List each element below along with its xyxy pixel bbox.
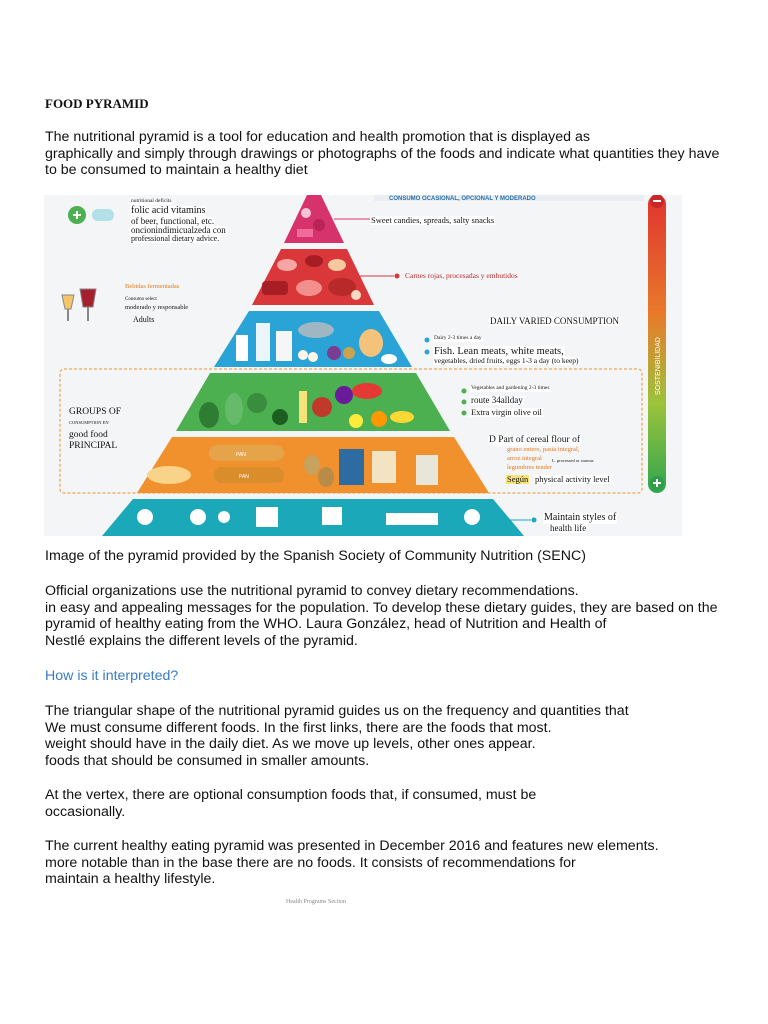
adults-label: Adults (133, 315, 155, 324)
pyramid-tier-lifestyle (102, 499, 524, 536)
triangular-paragraph (45, 703, 629, 769)
page-footer: Health Programs Section (286, 899, 346, 905)
veg-fruit-label: Vegetables and gardening 2-3 times (471, 385, 550, 391)
intro-paragraph (45, 129, 719, 179)
vertex-paragraph (45, 787, 536, 820)
bebidas-label: Consumo select (125, 297, 157, 302)
triangular-line: weight should have in the daily diet. As we move up levels, other ones appear. (45, 736, 536, 752)
pyramid-graphic (44, 195, 682, 536)
top-left-label: folic acid vitamins (131, 205, 206, 216)
official-line: Official organizations use the nutritional pyramid to convey dietary recommendations. (45, 583, 579, 599)
top-left-label: of beer, functional, etc. (131, 216, 215, 226)
official-line: pyramid of healthy eating from the WHO. Laura González, head of Nutrition and Health of (45, 616, 607, 632)
triangular-line: We must consume different foods. In the first links, there are the foods that most. (45, 719, 552, 736)
bebidas-label: Bebidas fermentadas (125, 283, 180, 290)
current-line: The current healthy eating pyramid was presented in December 2016 and features new elements. (45, 838, 659, 854)
bread-label: PAN (239, 474, 249, 480)
side-label: SOSTENIBILIDAD (655, 337, 662, 395)
bebidas-label: moderado y responsable (125, 304, 189, 311)
dairy-label: Dairy 2-3 times a day (434, 335, 482, 341)
current-paragraph (45, 838, 659, 888)
maintain-label: health life (550, 523, 587, 533)
fish-label: Fish. Lean meats, white meats, (434, 346, 564, 357)
image-caption (45, 548, 586, 565)
official-line: Nestlé explains the different levels of the pyramid. (45, 632, 358, 649)
cereal-orange-label: arroz integral (507, 455, 542, 462)
food-pyramid-image (44, 195, 682, 536)
intro-line: to be consumed to maintain a healthy diet (45, 162, 308, 178)
segun-label: Según (507, 474, 529, 484)
caption-line: Image of the pyramid provided by the Spanish Society of Community Nutrition (SENC) (45, 548, 586, 564)
olive-oil-label: Extra virgin olive oil (471, 407, 542, 417)
eggs-label: vegetables, dried fruits, eggs 1-3 a day (to keep) (434, 356, 579, 365)
groups-label: GROUPS OF (69, 407, 122, 417)
glass-icon (62, 295, 74, 309)
daily-varied-label: DAILY VARIED CONSUMPTION (490, 316, 619, 326)
physical-activity-label: physical activity level (535, 474, 610, 484)
groups-label: good food (69, 430, 108, 440)
top-left-label: oncionindimicualzeda con (131, 225, 226, 235)
current-line: maintain a healthy lifestyle. (45, 871, 216, 887)
wine-glass-icon (80, 289, 96, 307)
intro-line: graphically and simply through drawings or photographs of the foods and indicate what quantities they have (45, 145, 720, 162)
sweets-label: Sweet candies, spreads, salty snacks (371, 215, 495, 225)
top-left-label: professional dietary advice. (131, 234, 220, 243)
cereal-label: D Part of cereal flour of (489, 435, 581, 445)
cereal-small-label: L. processed or starous (552, 458, 594, 463)
bread-label: PAN (236, 452, 246, 458)
document-title: FOOD PYRAMID (45, 96, 149, 111)
official-paragraph (45, 583, 718, 649)
red-meat-label: Carnes rojas, procesadas y embutidos (405, 271, 518, 280)
groups-label: PRINCIPAL (69, 441, 118, 451)
triangular-line: The triangular shape of the nutritional pyramid guides us on the frequency and quantities that (45, 703, 629, 719)
cereal-orange-label: grano entero, pasta integral, (507, 446, 580, 453)
official-line: in easy and appealing messages for the population. To develop these dietary guides, they are based on the (45, 599, 718, 616)
triangular-line: foods that should be consumed in smaller amounts. (45, 752, 370, 769)
section-heading: How is it interpreted? (45, 668, 179, 684)
groups-label: CONSUMPTION EN (69, 420, 109, 425)
route-label: route 34allday (471, 395, 523, 405)
legumbres-label: legumbres tender (507, 464, 552, 471)
intro-line: The nutritional pyramid is a tool for education and health promotion that is displayed as (45, 129, 590, 145)
vertex-line: occasionally. (45, 803, 126, 820)
banner-text: CONSUMO OCASIONAL, OPCIONAL Y MODERADO (389, 196, 536, 202)
top-left-label: nutritional deficits (131, 198, 172, 204)
current-line: more notable than in the base there are no foods. It consists of recommendations for (45, 854, 576, 871)
maintain-label: Maintain styles of (544, 512, 617, 523)
vertex-line: At the vertex, there are optional consumption foods that, if consumed, must be (45, 787, 537, 803)
